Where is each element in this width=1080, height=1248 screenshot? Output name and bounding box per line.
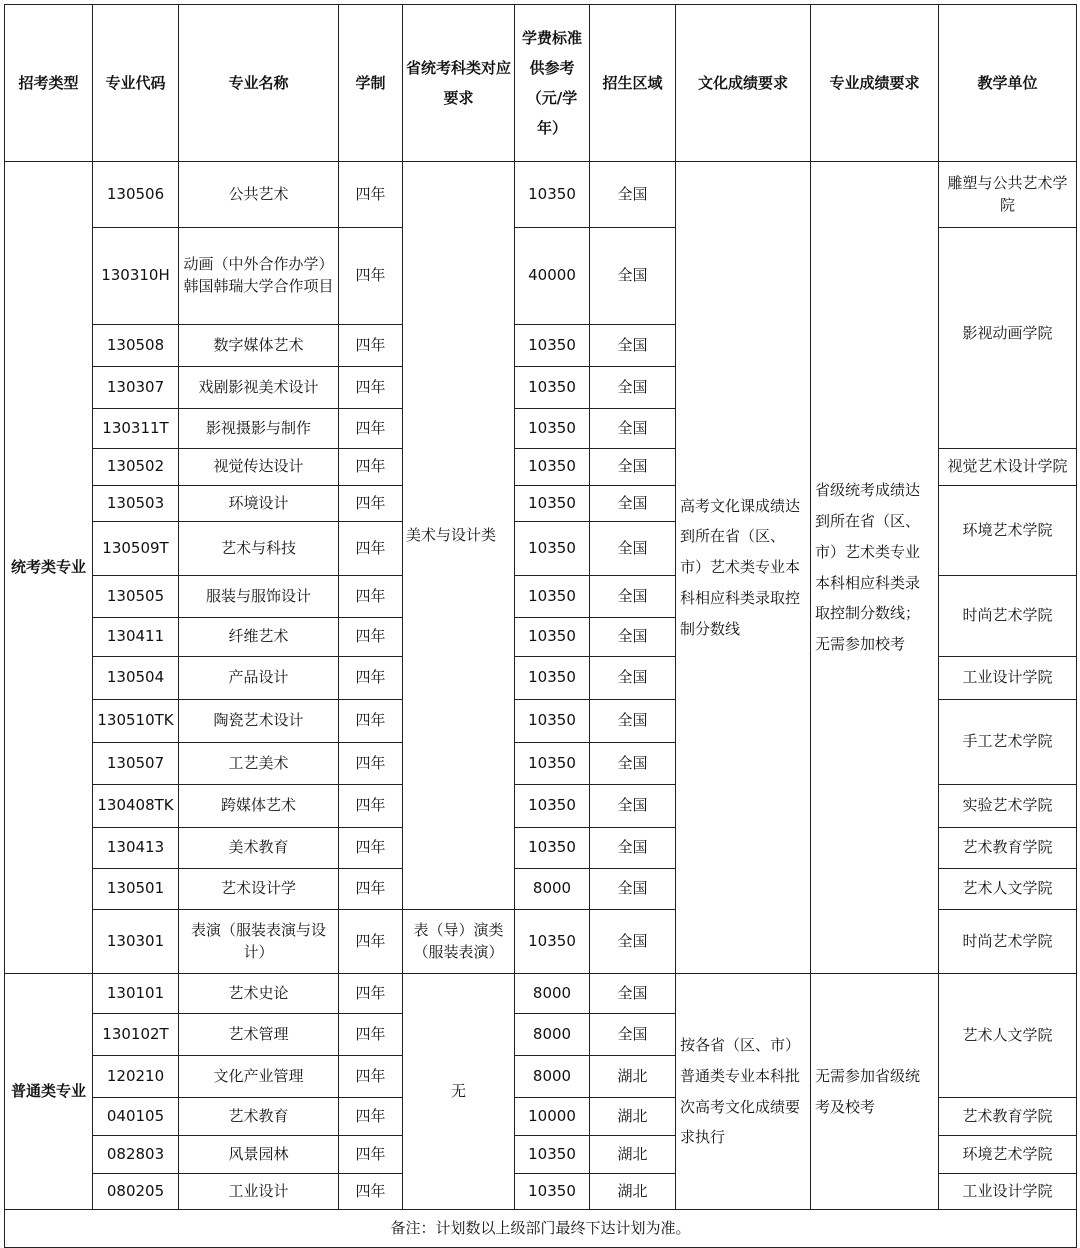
major-duration: 四年 bbox=[339, 828, 403, 869]
major-name: 文化产业管理 bbox=[179, 1056, 339, 1098]
major-code: 130510TK bbox=[93, 700, 179, 743]
major-duration: 四年 bbox=[339, 409, 403, 449]
teaching-unit: 实验艺术学院 bbox=[939, 785, 1077, 828]
major-tuition: 10350 bbox=[515, 1174, 590, 1210]
major-tuition: 40000 bbox=[515, 228, 590, 325]
culture-requirement-tongkao: 高考文化课成绩达到所在省（区、市）艺术类专业本科相应科类录取控制分数线 bbox=[676, 162, 811, 974]
header-type: 招考类型 bbox=[5, 5, 93, 162]
major-region: 全国 bbox=[590, 449, 676, 486]
teaching-unit: 艺术人文学院 bbox=[939, 974, 1077, 1098]
major-duration: 四年 bbox=[339, 974, 403, 1014]
teaching-unit: 影视动画学院 bbox=[939, 228, 1077, 449]
header-professional: 专业成绩要求 bbox=[811, 5, 939, 162]
major-region: 湖北 bbox=[590, 1174, 676, 1210]
major-region: 全国 bbox=[590, 700, 676, 743]
category-putong: 普通类专业 bbox=[5, 974, 93, 1210]
header-tuition: 学费标准供参考（元/学年） bbox=[515, 5, 590, 162]
major-name: 艺术设计学 bbox=[179, 869, 339, 910]
major-region: 全国 bbox=[590, 409, 676, 449]
category-tongkao: 统考类专业 bbox=[5, 162, 93, 974]
major-region: 湖北 bbox=[590, 1056, 676, 1098]
major-tuition: 10350 bbox=[515, 409, 590, 449]
major-name: 美术教育 bbox=[179, 828, 339, 869]
note-row bbox=[5, 1210, 1077, 1248]
header-unit: 教学单位 bbox=[939, 5, 1077, 162]
major-tuition: 10350 bbox=[515, 743, 590, 785]
major-duration: 四年 bbox=[339, 785, 403, 828]
major-duration: 四年 bbox=[339, 449, 403, 486]
teaching-unit: 工业设计学院 bbox=[939, 1174, 1077, 1210]
major-region: 全国 bbox=[590, 1014, 676, 1056]
major-tuition: 10350 bbox=[515, 1136, 590, 1174]
major-name: 环境设计 bbox=[179, 486, 339, 522]
teaching-unit: 艺术人文学院 bbox=[939, 869, 1077, 910]
major-duration: 四年 bbox=[339, 1098, 403, 1136]
teaching-unit: 时尚艺术学院 bbox=[939, 576, 1077, 657]
major-duration: 四年 bbox=[339, 700, 403, 743]
major-tuition: 10350 bbox=[515, 486, 590, 522]
major-duration: 四年 bbox=[339, 657, 403, 700]
major-name: 服装与服饰设计 bbox=[179, 576, 339, 618]
major-region: 全国 bbox=[590, 576, 676, 618]
major-code: 130411 bbox=[93, 618, 179, 657]
major-duration: 四年 bbox=[339, 869, 403, 910]
major-duration: 四年 bbox=[339, 162, 403, 228]
major-tuition: 10350 bbox=[515, 576, 590, 618]
major-region: 全国 bbox=[590, 618, 676, 657]
major-duration: 四年 bbox=[339, 910, 403, 974]
header-name: 专业名称 bbox=[179, 5, 339, 162]
major-tuition: 8000 bbox=[515, 1056, 590, 1098]
header-culture: 文化成绩要求 bbox=[676, 5, 811, 162]
major-tuition: 10350 bbox=[515, 325, 590, 367]
major-name: 艺术管理 bbox=[179, 1014, 339, 1056]
major-name: 数字媒体艺术 bbox=[179, 325, 339, 367]
major-region: 全国 bbox=[590, 325, 676, 367]
major-tuition: 10350 bbox=[515, 449, 590, 486]
major-tuition: 10350 bbox=[515, 522, 590, 576]
major-code: 130102T bbox=[93, 1014, 179, 1056]
major-name: 工业设计 bbox=[179, 1174, 339, 1210]
teaching-unit: 雕塑与公共艺术学院 bbox=[939, 162, 1077, 228]
major-name: 跨媒体艺术 bbox=[179, 785, 339, 828]
teaching-unit: 环境艺术学院 bbox=[939, 486, 1077, 576]
major-code: 130413 bbox=[93, 828, 179, 869]
teaching-unit: 视觉艺术设计学院 bbox=[939, 449, 1077, 486]
subject-requirement-performance: 表（导）演类（服装表演） bbox=[403, 910, 515, 974]
major-code: 130502 bbox=[93, 449, 179, 486]
major-name: 陶瓷艺术设计 bbox=[179, 700, 339, 743]
teaching-unit: 时尚艺术学院 bbox=[939, 910, 1077, 974]
major-name: 艺术与科技 bbox=[179, 522, 339, 576]
major-name: 产品设计 bbox=[179, 657, 339, 700]
major-code: 130503 bbox=[93, 486, 179, 522]
teaching-unit: 艺术教育学院 bbox=[939, 828, 1077, 869]
major-code: 130501 bbox=[93, 869, 179, 910]
major-region: 全国 bbox=[590, 228, 676, 325]
table-row bbox=[5, 162, 1077, 228]
major-region: 湖北 bbox=[590, 1098, 676, 1136]
major-name: 艺术史论 bbox=[179, 974, 339, 1014]
major-name: 视觉传达设计 bbox=[179, 449, 339, 486]
professional-requirement-tongkao: 省级统考成绩达到所在省（区、市）艺术类专业本科相应科类录取控制分数线；无需参加校考 bbox=[811, 162, 939, 974]
major-code: 130509T bbox=[93, 522, 179, 576]
table-row bbox=[5, 974, 1077, 1014]
major-name: 表演（服装表演与设计） bbox=[179, 910, 339, 974]
subject-requirement-art: 美术与设计类 bbox=[403, 162, 515, 910]
major-region: 全国 bbox=[590, 743, 676, 785]
major-duration: 四年 bbox=[339, 228, 403, 325]
major-tuition: 10350 bbox=[515, 785, 590, 828]
major-tuition: 8000 bbox=[515, 974, 590, 1014]
major-region: 全国 bbox=[590, 486, 676, 522]
major-tuition: 10350 bbox=[515, 657, 590, 700]
major-name: 戏剧影视美术设计 bbox=[179, 367, 339, 409]
major-code: 130408TK bbox=[93, 785, 179, 828]
major-code: 130310H bbox=[93, 228, 179, 325]
major-code: 130504 bbox=[93, 657, 179, 700]
major-name: 公共艺术 bbox=[179, 162, 339, 228]
major-duration: 四年 bbox=[339, 1136, 403, 1174]
major-code: 130301 bbox=[93, 910, 179, 974]
header-duration: 学制 bbox=[339, 5, 403, 162]
major-duration: 四年 bbox=[339, 1014, 403, 1056]
header-row bbox=[5, 5, 1077, 162]
major-duration: 四年 bbox=[339, 486, 403, 522]
major-region: 全国 bbox=[590, 367, 676, 409]
major-tuition: 10350 bbox=[515, 618, 590, 657]
major-tuition: 10350 bbox=[515, 162, 590, 228]
major-code: 040105 bbox=[93, 1098, 179, 1136]
professional-requirement-putong: 无需参加省级统考及校考 bbox=[811, 974, 939, 1210]
major-region: 全国 bbox=[590, 974, 676, 1014]
major-tuition: 10350 bbox=[515, 700, 590, 743]
major-code: 082803 bbox=[93, 1136, 179, 1174]
major-name: 动画（中外合作办学）韩国韩瑞大学合作项目 bbox=[179, 228, 339, 325]
subject-requirement-none: 无 bbox=[403, 974, 515, 1210]
major-duration: 四年 bbox=[339, 576, 403, 618]
major-duration: 四年 bbox=[339, 618, 403, 657]
major-tuition: 8000 bbox=[515, 1014, 590, 1056]
major-region: 全国 bbox=[590, 910, 676, 974]
major-region: 全国 bbox=[590, 828, 676, 869]
major-name: 艺术教育 bbox=[179, 1098, 339, 1136]
major-tuition: 10350 bbox=[515, 910, 590, 974]
major-duration: 四年 bbox=[339, 325, 403, 367]
major-tuition: 8000 bbox=[515, 869, 590, 910]
major-duration: 四年 bbox=[339, 522, 403, 576]
major-region: 全国 bbox=[590, 657, 676, 700]
major-code: 130507 bbox=[93, 743, 179, 785]
header-region: 招生区域 bbox=[590, 5, 676, 162]
table-note: 备注：计划数以上级部门最终下达计划为准。 bbox=[5, 1210, 1077, 1248]
major-code: 130311T bbox=[93, 409, 179, 449]
major-name: 风景园林 bbox=[179, 1136, 339, 1174]
major-duration: 四年 bbox=[339, 367, 403, 409]
major-duration: 四年 bbox=[339, 1174, 403, 1210]
major-region: 全国 bbox=[590, 522, 676, 576]
major-name: 影视摄影与制作 bbox=[179, 409, 339, 449]
major-duration: 四年 bbox=[339, 743, 403, 785]
teaching-unit: 环境艺术学院 bbox=[939, 1136, 1077, 1174]
admissions-table bbox=[4, 4, 1077, 1248]
major-code: 130506 bbox=[93, 162, 179, 228]
teaching-unit: 手工艺术学院 bbox=[939, 700, 1077, 785]
major-code: 130307 bbox=[93, 367, 179, 409]
major-region: 湖北 bbox=[590, 1136, 676, 1174]
major-code: 130101 bbox=[93, 974, 179, 1014]
major-tuition: 10000 bbox=[515, 1098, 590, 1136]
major-tuition: 10350 bbox=[515, 367, 590, 409]
major-code: 130508 bbox=[93, 325, 179, 367]
major-region: 全国 bbox=[590, 162, 676, 228]
major-tuition: 10350 bbox=[515, 828, 590, 869]
header-subject-req: 省统考科类对应要求 bbox=[403, 5, 515, 162]
culture-requirement-putong: 按各省（区、市）普通类专业本科批次高考文化成绩要求执行 bbox=[676, 974, 811, 1210]
major-code: 080205 bbox=[93, 1174, 179, 1210]
major-region: 全国 bbox=[590, 785, 676, 828]
major-name: 纤维艺术 bbox=[179, 618, 339, 657]
major-code: 120210 bbox=[93, 1056, 179, 1098]
major-name: 工艺美术 bbox=[179, 743, 339, 785]
major-region: 全国 bbox=[590, 869, 676, 910]
teaching-unit: 艺术教育学院 bbox=[939, 1098, 1077, 1136]
major-code: 130505 bbox=[93, 576, 179, 618]
teaching-unit: 工业设计学院 bbox=[939, 657, 1077, 700]
major-duration: 四年 bbox=[339, 1056, 403, 1098]
header-code: 专业代码 bbox=[93, 5, 179, 162]
